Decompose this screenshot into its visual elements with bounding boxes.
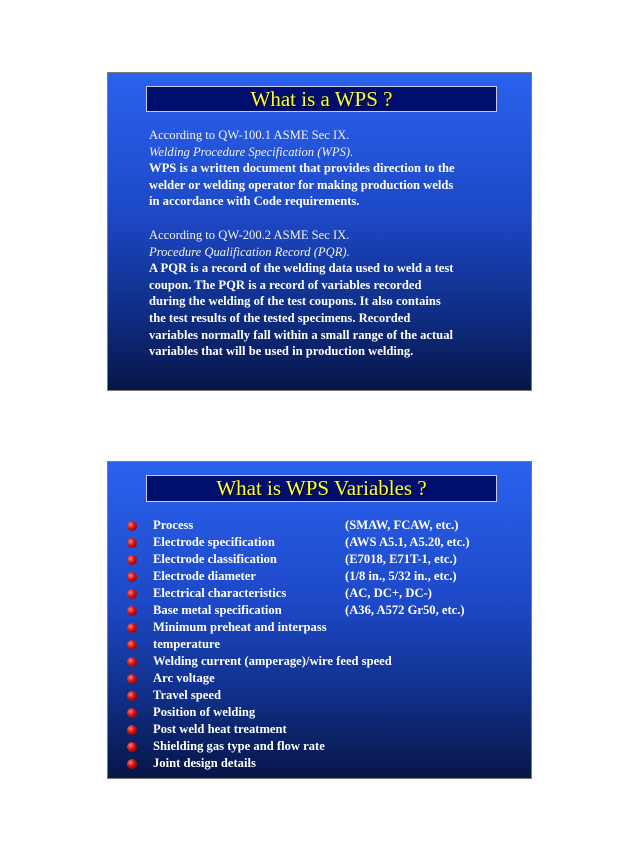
item-detail: (E7018, E71T-1, etc.) bbox=[345, 552, 457, 566]
list-item bbox=[108, 619, 533, 636]
item-detail: (AWS A5.1, A5.20, etc.) bbox=[345, 535, 470, 549]
list-item bbox=[108, 653, 533, 670]
pqr-definition-line: variables normally fall within a small range of the actual bbox=[149, 327, 453, 342]
item-label: Welding current (amperage)/wire feed speed bbox=[153, 654, 392, 668]
item-label: Joint design details bbox=[153, 756, 256, 770]
list-item bbox=[108, 721, 533, 738]
item-label: Travel speed bbox=[153, 688, 221, 702]
pqr-definition-line: A PQR is a record of the welding data used to weld a test bbox=[149, 261, 454, 276]
bullet-sphere-icon bbox=[127, 521, 137, 531]
pqr-reference: According to QW-200.2 ASME Sec IX. bbox=[149, 227, 350, 242]
item-label: Post weld heat treatment bbox=[153, 722, 287, 736]
item-detail: (SMAW, FCAW, etc.) bbox=[345, 518, 459, 532]
pqr-definition-line: variables that will be used in production welding. bbox=[149, 344, 414, 359]
list-item bbox=[108, 551, 533, 568]
list-item bbox=[108, 687, 533, 704]
slide-wps-variables bbox=[107, 461, 532, 779]
item-label: Electrode specification bbox=[153, 535, 275, 549]
pqr-name: Procedure Qualification Record (PQR). bbox=[149, 244, 350, 259]
item-label: Electrode classification bbox=[153, 552, 277, 566]
pqr-definition-line: the test results of the tested specimens. Recorded bbox=[149, 310, 411, 325]
list-item bbox=[108, 534, 533, 551]
item-detail: (AC, DC+, DC-) bbox=[345, 586, 432, 600]
item-label: Electrical characteristics bbox=[153, 586, 287, 600]
wps-name: Welding Procedure Specification (WPS). bbox=[149, 144, 354, 159]
bullet-sphere-icon bbox=[127, 572, 137, 582]
item-label: Process bbox=[153, 518, 194, 532]
bullet-sphere-icon bbox=[127, 606, 137, 616]
item-label: temperature bbox=[153, 637, 220, 651]
item-label: Minimum preheat and interpass bbox=[153, 620, 327, 634]
wps-definition-line: WPS is a written document that provides direction to the bbox=[149, 161, 455, 176]
list-item bbox=[108, 738, 533, 755]
list-item bbox=[108, 517, 533, 534]
pqr-definition-line: coupon. The PQR is a record of variables recorded bbox=[149, 277, 422, 292]
slide-what-is-wps bbox=[107, 72, 532, 391]
bullet-sphere-icon bbox=[127, 623, 137, 633]
bullet-sphere-icon bbox=[127, 742, 137, 752]
bullet-sphere-icon bbox=[127, 674, 137, 684]
list-item bbox=[108, 670, 533, 687]
item-label: Base metal specification bbox=[153, 603, 282, 617]
bullet-sphere-icon bbox=[127, 589, 137, 599]
pqr-definition-line: during the welding of the test coupons. It also contains bbox=[149, 294, 441, 309]
item-label: Electrode diameter bbox=[153, 569, 256, 583]
bullet-sphere-icon bbox=[127, 759, 137, 769]
list-item bbox=[108, 585, 533, 602]
list-item bbox=[108, 755, 533, 772]
item-detail: (A36, A572 Gr50, etc.) bbox=[345, 603, 465, 617]
variables-list bbox=[108, 517, 533, 772]
slide-title: What is WPS Variables ? bbox=[146, 475, 497, 502]
list-item bbox=[108, 704, 533, 721]
bullet-sphere-icon bbox=[127, 538, 137, 548]
bullet-sphere-icon bbox=[127, 555, 137, 565]
item-label: Shielding gas type and flow rate bbox=[153, 739, 325, 753]
item-label: Arc voltage bbox=[153, 671, 215, 685]
item-detail: (1/8 in., 5/32 in., etc.) bbox=[345, 569, 457, 583]
wps-definition-line: welder or welding operator for making production welds bbox=[149, 177, 454, 192]
bullet-sphere-icon bbox=[127, 640, 137, 650]
list-item bbox=[108, 568, 533, 585]
bullet-sphere-icon bbox=[127, 725, 137, 735]
wps-definition-line: in accordance with Code requirements. bbox=[149, 194, 360, 209]
list-item bbox=[108, 636, 533, 653]
item-label: Position of welding bbox=[153, 705, 256, 719]
paragraph-gap bbox=[149, 210, 519, 227]
wps-reference: According to QW-100.1 ASME Sec IX. bbox=[149, 128, 350, 142]
slide-title: What is a WPS ? bbox=[146, 86, 497, 112]
list-item bbox=[108, 602, 533, 619]
bullet-sphere-icon bbox=[127, 691, 137, 701]
slide-body bbox=[149, 127, 519, 360]
bullet-sphere-icon bbox=[127, 708, 137, 718]
bullet-sphere-icon bbox=[127, 657, 137, 667]
